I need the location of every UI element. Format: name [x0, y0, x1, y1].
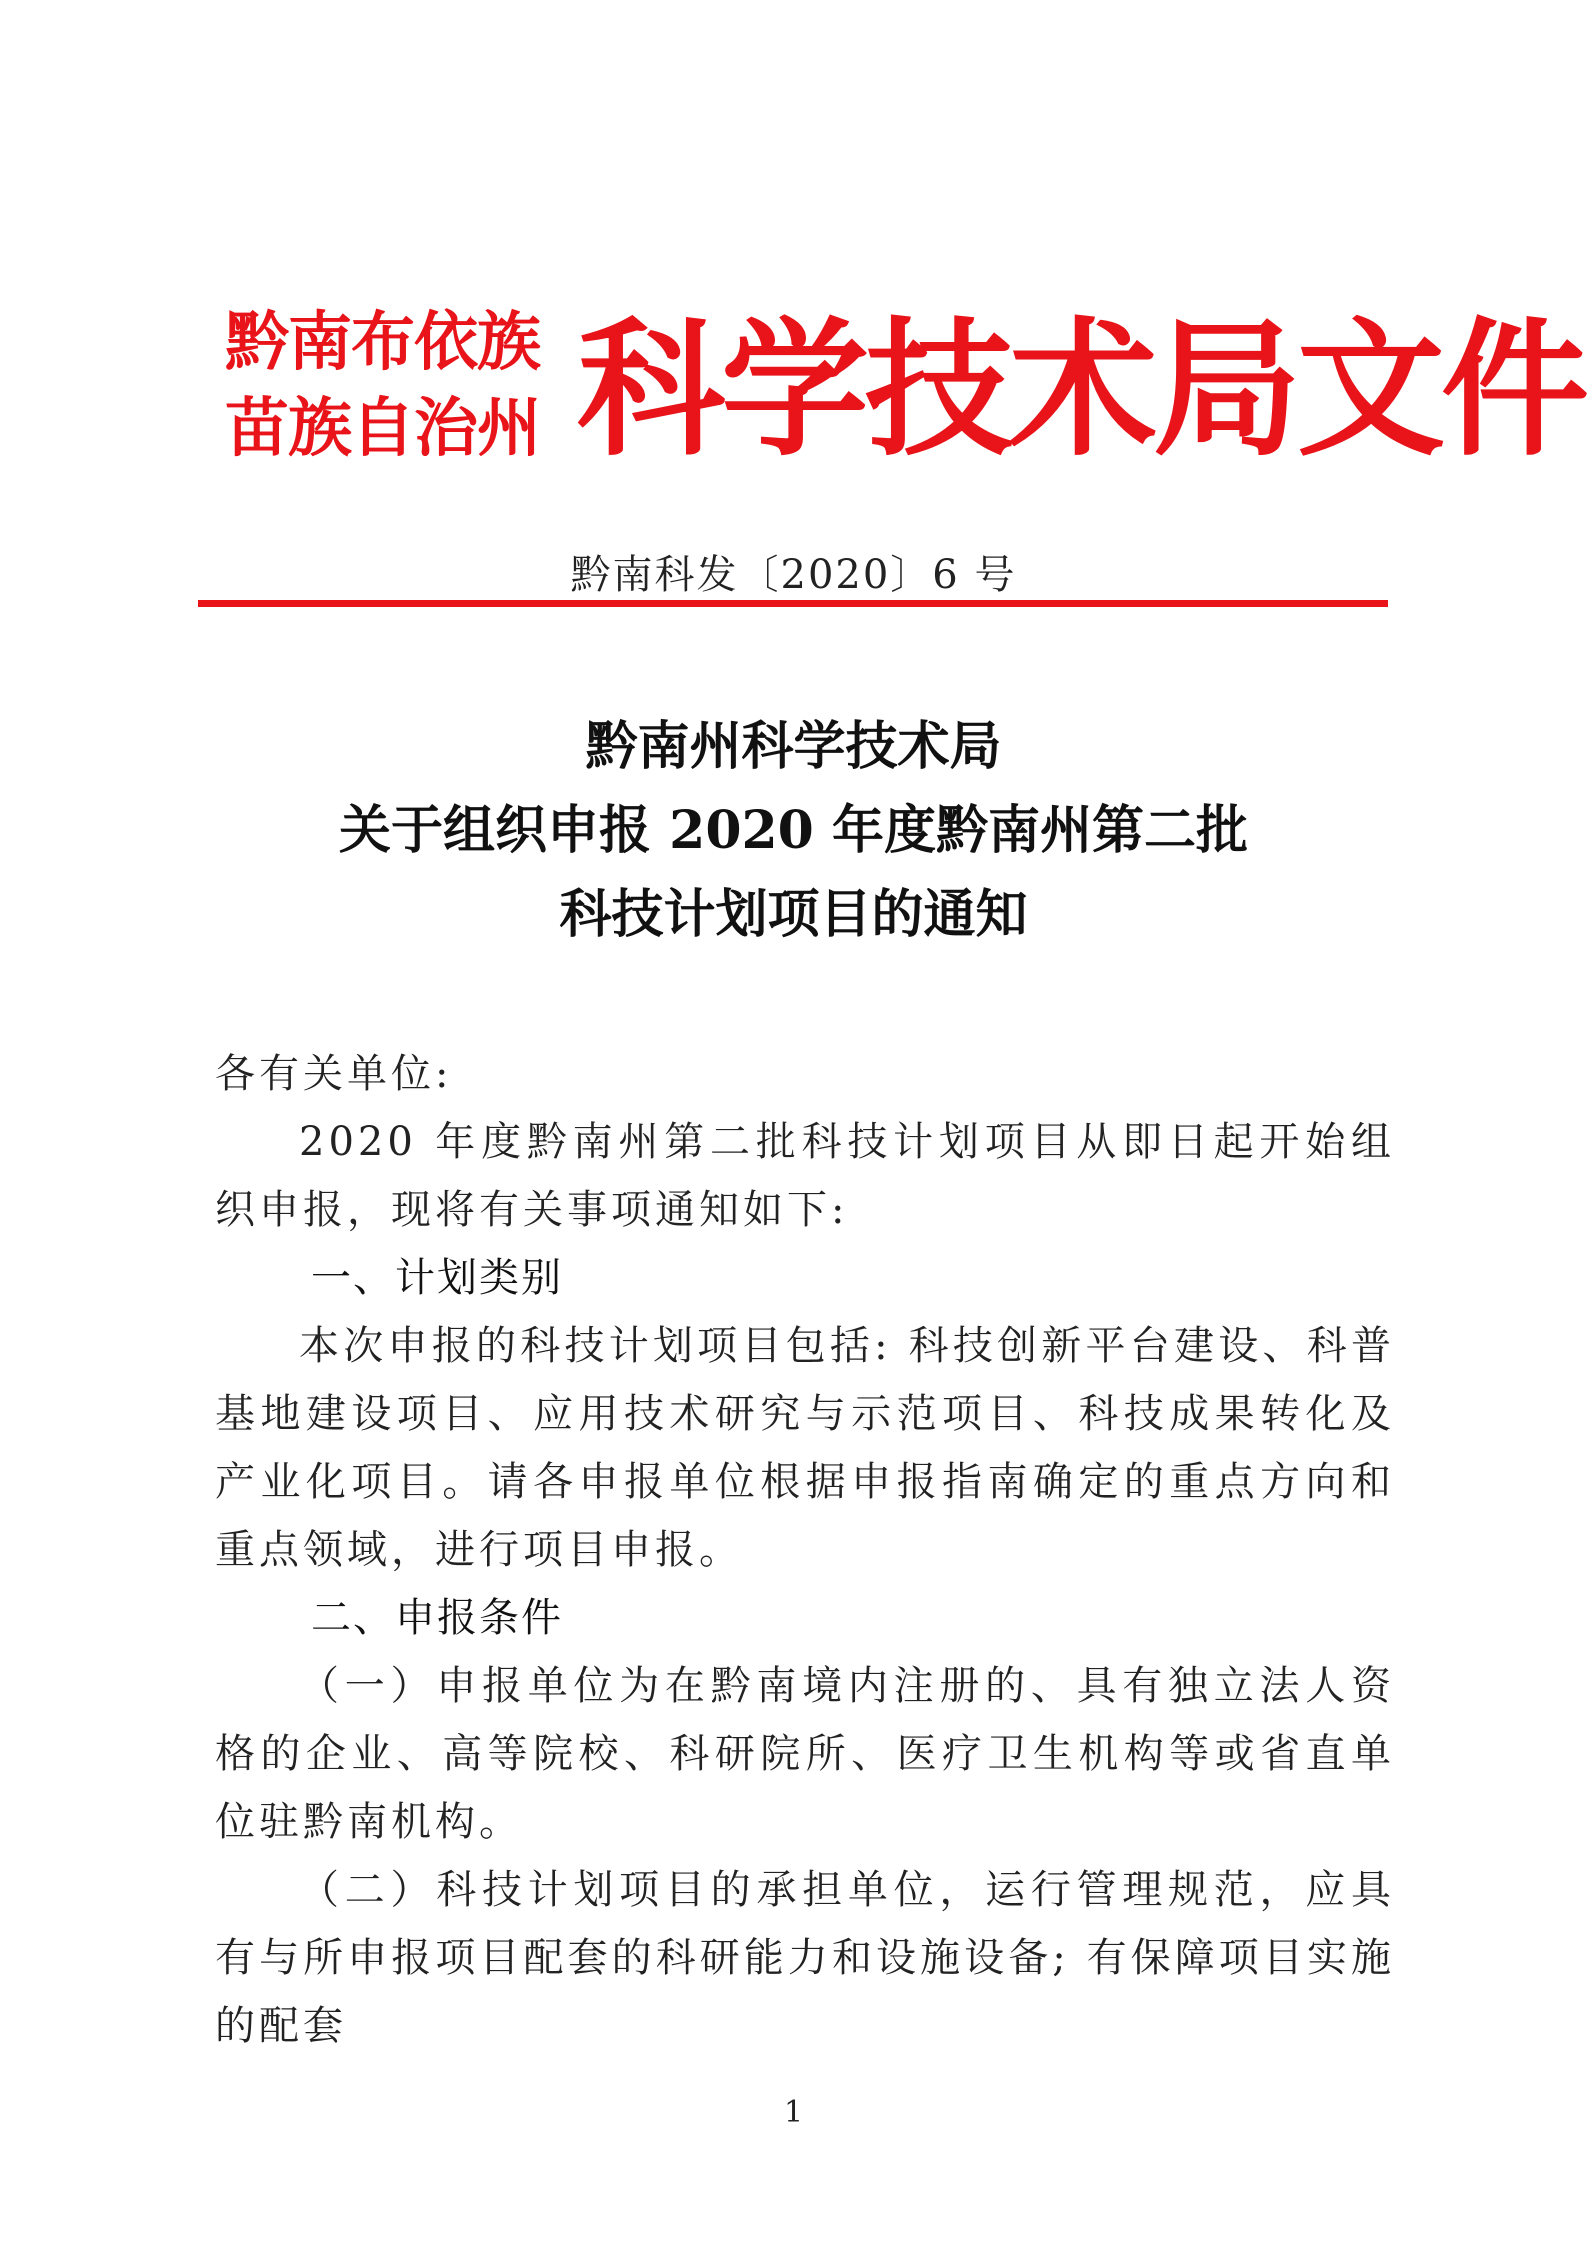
section-2-item-1: （一）申报单位为在黔南境内注册的、具有独立法人资格的企业、高等院校、科研院所、医疗卫生机构等或省直单位驻黔南机构。 — [215, 1663, 1395, 1845]
title-line-1: 黔南州科学技术局 — [585, 716, 1002, 777]
section-2-heading: 二、申报条件 — [311, 1595, 563, 1641]
title-line-3: 科技计划项目的通知 — [559, 884, 1028, 945]
salutation: 各有关单位: — [215, 1051, 453, 1097]
intro-paragraph: 2020 年度黔南州第二批科技计划项目从即日起开始组织申报，现将有关事项通知如下: — [215, 1119, 1395, 1233]
section-1-heading: 一、计划类别 — [311, 1255, 563, 1301]
document-number: 黔南科发〔2020〕6 号 — [570, 552, 1017, 598]
red-divider-line — [198, 600, 1388, 607]
issuing-region-line-2: 苗族自治州 — [225, 392, 540, 466]
issuing-region — [225, 300, 565, 472]
issuing-office-title: 科学技术局文件 — [577, 304, 1585, 476]
section-1-paragraph: 本次申报的科技计划项目包括: 科技创新平台建设、科普基地建设项目、应用技术研究与示范项目、科技成果转化及产业化项目。请各申报单位根据申报指南确定的重点方向和重点领域，进行项目申报。 — [215, 1323, 1395, 1573]
title-line-2: 关于组织申报 2020 年度黔南州第二批 — [339, 800, 1248, 861]
notice-title — [0, 705, 1587, 957]
section-2-item-2: （二）科技计划项目的承担单位，运行管理规范，应具有与所申报项目配套的科研能力和设施设备; 有保障项目实施的配套 — [215, 1867, 1395, 2049]
notice-body — [215, 1040, 1395, 2060]
page-number: 1 — [783, 2095, 804, 2130]
issuing-region-line-1: 黔南布依族 — [225, 306, 540, 380]
document-header — [225, 300, 1585, 480]
